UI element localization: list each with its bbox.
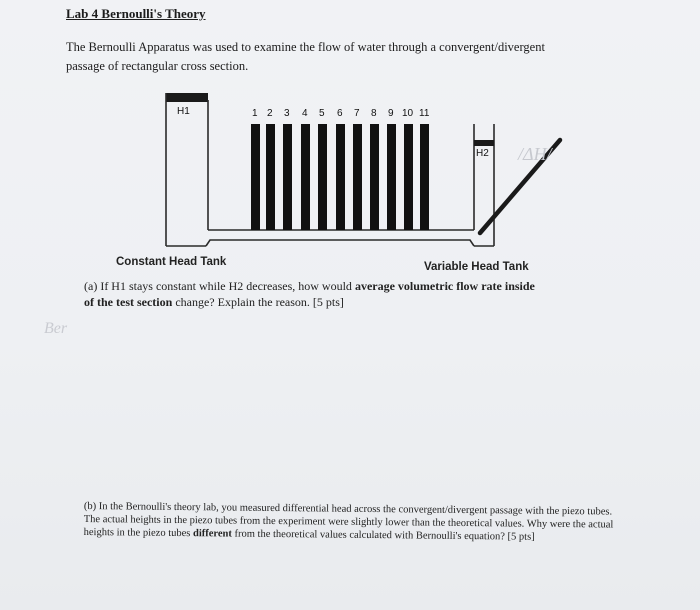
tube-number: 3 [284, 108, 290, 119]
tube-number: 2 [267, 108, 273, 119]
tube-number: 5 [319, 108, 325, 119]
tube-number: 11 [419, 108, 430, 119]
tube-number: 4 [302, 108, 308, 119]
variable-head-tank-label: Variable Head Tank [424, 261, 529, 273]
constant-head-tank-label: Constant Head Tank [116, 256, 227, 268]
tube-number: 10 [402, 108, 414, 119]
question-b-bold: different [192, 528, 232, 540]
question-b-suffix: from the theoretical values calculated with Bernoulli's equation? [5 pts] [231, 528, 535, 543]
tube-number: 1 [252, 108, 258, 119]
intro-line-2: passage of rectangular cross section. [66, 59, 249, 73]
faint-pencil-mark: /ΔH/ [518, 144, 552, 164]
intro-line-1: The Bernoulli Apparatus was used to examine the flow of water through a convergent/divergent [66, 40, 545, 54]
question-a-bold-2: of the test section [84, 295, 173, 309]
question-b-prefix: (b) In the Bernoulli's theory lab, you measured differential head across the convergent/divergent passage with the piezo tubes. The actual heights in the piezo tubes from the experiment were slightly lower than the theoretical values. Why were the actual heights in the piezo tubes [83, 500, 614, 540]
piezo-tube-7 [353, 124, 362, 230]
h2-water-top [474, 140, 494, 146]
piezo-tubes [251, 124, 429, 230]
faint-pencil-scribble: Ber [44, 320, 68, 337]
piezo-tube-4 [301, 124, 310, 230]
tube-number: 8 [371, 108, 377, 119]
channel-bottom [206, 240, 474, 246]
piezo-tube-11 [420, 124, 429, 230]
h1-water-top [166, 93, 208, 102]
h2-label: H2 [476, 148, 489, 159]
question-a-prefix: (a) If H1 stays constant while H2 decreases, how would [84, 279, 355, 293]
page-title: Lab 4 Bernoulli's Theory [66, 6, 206, 21]
piezo-tube-8 [370, 124, 379, 230]
tube-number: 6 [337, 108, 343, 119]
piezo-tube-6 [336, 124, 345, 230]
question-a-bold-1: average volumetric flow rate inside [354, 279, 535, 293]
tube-number: 9 [388, 108, 394, 119]
piezo-tube-10 [404, 124, 413, 230]
question-a [84, 278, 624, 310]
piezo-tube-5 [318, 124, 327, 230]
question-a-suffix: change? Explain the reason. [5 pts] [172, 295, 344, 309]
h1-label: H1 [177, 106, 190, 117]
tube-number: 7 [354, 108, 360, 119]
piezo-tube-1 [251, 124, 260, 230]
piezo-tube-9 [387, 124, 396, 230]
piezo-tube-3 [283, 124, 292, 230]
piezo-tube-2 [266, 124, 275, 230]
question-b [84, 500, 614, 545]
